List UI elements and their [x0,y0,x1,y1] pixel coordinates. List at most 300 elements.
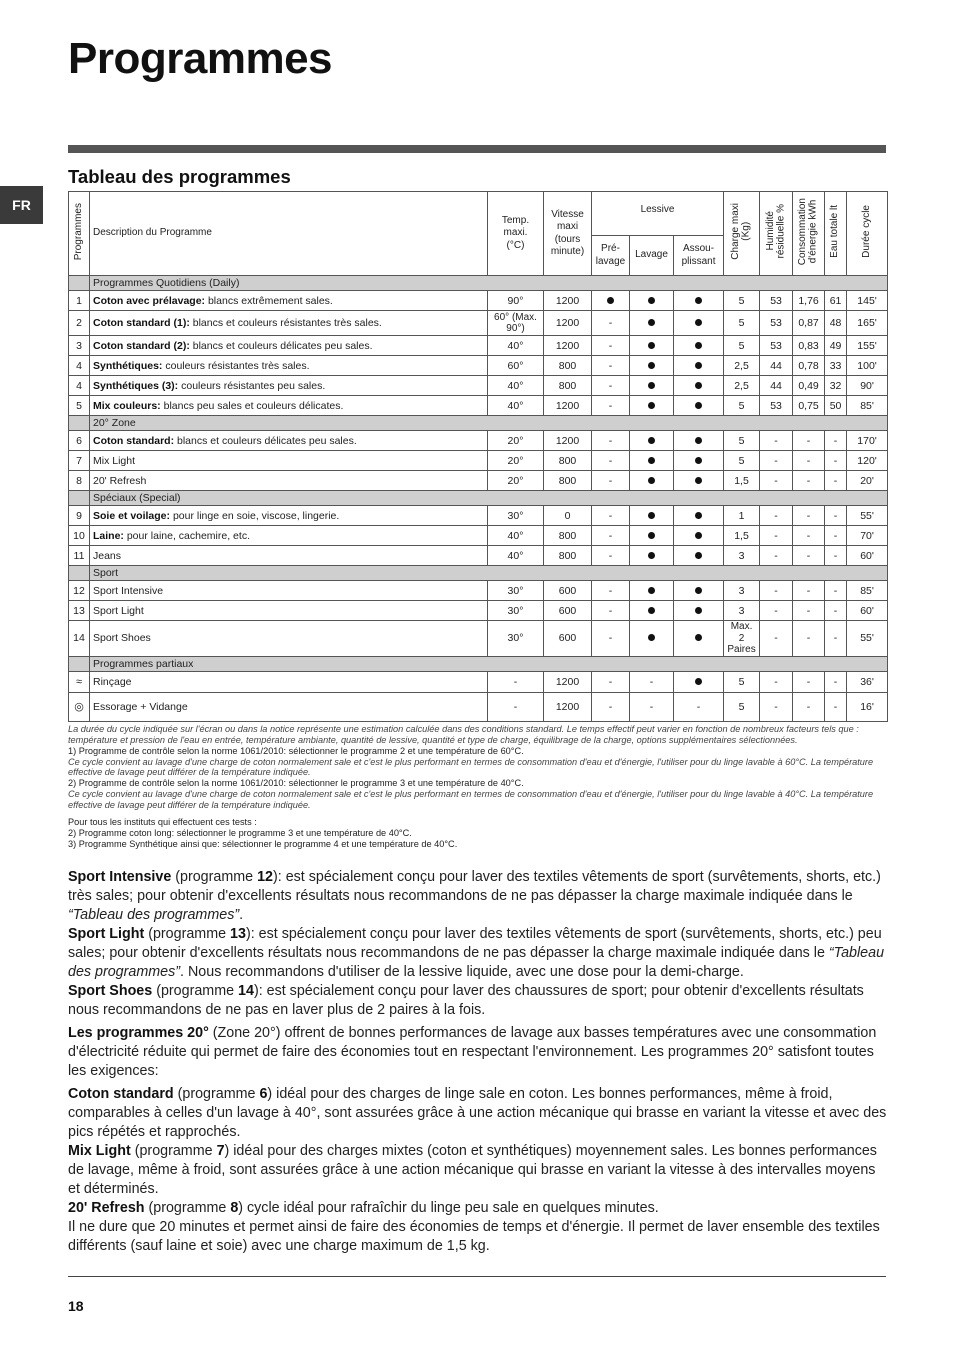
temp-cell: 30° [488,581,544,601]
top-divider [68,145,886,153]
dot-icon [695,552,702,559]
charge-cell: 5 [724,336,760,356]
duration-cell: 36' [847,671,888,692]
page-number: 18 [68,1298,84,1314]
duration-cell: 120' [847,451,888,471]
dot-icon [695,342,702,349]
program-name: Sport Shoes [93,632,151,645]
program-detail: blancs et couleurs résistantes très sales. [189,317,382,329]
dot-icon [695,362,702,369]
program-description [90,581,488,601]
program-number: 6 [69,431,90,451]
duration-note: La durée du cycle indiquée sur l'écran ou dans la notice représente une estimation calculée dans des conditions standard. Le temps effectif peut varier en fonction de nombreux facteurs tels que : température et pression de l'eau en entrée, température ambiante, quantité de lessive, quantité et type de charge, équilibrage de la charge, options supplémentaires sélectionnées. [68,724,859,745]
dot-icon [648,477,655,484]
speed-cell: 600 [544,621,592,657]
speed-cell: 1200 [544,311,592,336]
section-row [69,491,888,506]
lessive-ass-cell [674,376,724,396]
program-description [90,291,488,311]
lessive-ass-cell [674,581,724,601]
footnotes [68,724,886,849]
dot-icon [648,342,655,349]
speed-cell: 800 [544,451,592,471]
col-header-humidite: Humidité résiduelle % [760,192,793,276]
para-sport-intensive: Sport Intensive (programme 12): est spécialement conçu pour laver des textiles vêtements de sport (survêtements, shorts, etc.) très sales; pour obtenir d'excellents résultats nous recommandons de ne pas dépasser la charge maximale indiquée dans le “Tableau des programmes”. [68,869,881,923]
program-number: 14 [69,621,90,657]
charge-cell: 5 [724,431,760,451]
humidity-cell: - [760,581,793,601]
dot-icon [695,607,702,614]
lessive-ass-cell [674,336,724,356]
dot-icon [648,297,655,304]
program-name: Coton standard (1): [93,317,190,329]
table-row [69,336,888,356]
col-header-speed: Vitesse maxi (tours minute) [544,192,592,276]
table-row [69,291,888,311]
lessive-lav-cell [630,546,674,566]
lessive-lav-cell [630,451,674,471]
lessive-pre-cell: - [592,526,630,546]
duration-cell: 20' [847,471,888,491]
program-description [90,356,488,376]
table-row [69,671,888,692]
speed-cell: 1200 [544,396,592,416]
program-detail: blancs peu sales et couleurs délicates. [160,399,344,412]
program-name: Mix Light [93,454,136,467]
lessive-ass-cell [674,431,724,451]
humidity-cell: 53 [760,311,793,336]
section-label: Spéciaux (Special) [90,491,888,506]
program-description [90,396,488,416]
lessive-ass-cell [674,506,724,526]
lessive-pre-cell: - [592,601,630,621]
table-row [69,621,888,657]
speed-cell: 800 [544,356,592,376]
water-cell: - [825,601,847,621]
water-cell: 49 [825,336,847,356]
dot-icon [648,362,655,369]
lessive-pre-cell: - [592,506,630,526]
water-cell: - [825,621,847,657]
program-description [90,601,488,621]
temp-cell: 20° [488,431,544,451]
temp-cell: 30° [488,621,544,657]
col-header-description: Description du Programme [90,192,488,276]
speed-cell: 1200 [544,671,592,692]
table-row [69,526,888,546]
speed-cell: 1200 [544,431,592,451]
energy-cell: 0,83 [793,336,825,356]
lessive-lav-cell [630,621,674,657]
duration-cell: 85' [847,396,888,416]
table-row [69,451,888,471]
para-refresh: 20' Refresh (programme 8) cycle idéal pour rafraîchir du linge peu sale en quelques minutes. [68,1200,659,1216]
lessive-pre-cell: - [592,621,630,657]
dot-icon [648,634,655,641]
program-number: 7 [69,451,90,471]
lessive-lav-cell [630,336,674,356]
program-description [90,311,488,336]
water-cell: 48 [825,311,847,336]
lessive-pre-cell: - [592,356,630,376]
dot-icon [695,437,702,444]
temp-cell: 40° [488,526,544,546]
dot-icon [695,402,702,409]
program-name: Soie et voilage: [93,509,171,522]
section-label: 20° Zone [90,416,888,431]
charge-cell: 2,5 [724,376,760,396]
program-description [90,671,488,692]
table-row [69,692,888,721]
temp-cell: 40° [488,376,544,396]
lessive-pre-cell: - [592,471,630,491]
humidity-cell: 53 [760,336,793,356]
energy-cell: 1,76 [793,291,825,311]
charge-cell: 5 [724,291,760,311]
energy-cell: 0,87 [793,311,825,336]
para-programmes-20: Les programmes 20° (Zone 20°) offrent de bonnes performances de lavage aux basses températures avec une consommation d'électricité réduite qui permet de faire des économies tout en respectant l'environnement. Les programmes 20° satisfont toutes les exigences: [68,1025,877,1079]
charge-cell: 3 [724,581,760,601]
lessive-lav-cell [630,581,674,601]
water-cell: 32 [825,376,847,396]
water-cell: - [825,671,847,692]
temp-cell: 20° [488,451,544,471]
dot-icon [695,319,702,326]
charge-cell: 1,5 [724,471,760,491]
lessive-pre-cell: - [592,396,630,416]
col-header-conso: Consommation d'énergie kWh [793,192,825,276]
lessive-lav-cell [630,311,674,336]
humidity-cell: 53 [760,396,793,416]
lessive-lav-cell [630,526,674,546]
water-cell: - [825,431,847,451]
lessive-ass-cell [674,671,724,692]
humidity-cell: 44 [760,356,793,376]
energy-cell: - [793,431,825,451]
program-description [90,336,488,356]
temp-cell: 60° (Max. 90°) [488,311,544,336]
duration-cell: 85' [847,581,888,601]
para-mix-light: Mix Light (programme 7) idéal pour des charges mixtes (coton et synthétiques) moyennement sales. Les bonnes performances de lavage, même à froid, sont assurées grâce à une action mécanique qui brasse en variant la vitesse à des intervalles moyens et déterminés. [68,1143,877,1197]
lessive-lav-cell [630,471,674,491]
col-header-assouplissant: Assou- plissant [674,236,724,276]
dot-icon [648,607,655,614]
speed-cell: 800 [544,376,592,396]
col-header-charge: Charge maxi (Kg) [724,192,760,276]
dot-icon [695,587,702,594]
energy-cell: - [793,692,825,721]
program-name: Synthétiques (3): [93,379,179,392]
temp-cell: 30° [488,601,544,621]
dot-icon [648,552,655,559]
lessive-lav-cell [630,376,674,396]
section-row [69,276,888,291]
temp-cell: 40° [488,336,544,356]
humidity-cell: - [760,506,793,526]
duration-cell: 60' [847,546,888,566]
water-cell: - [825,581,847,601]
charge-cell: 5 [724,451,760,471]
duration-cell: 100' [847,356,888,376]
table-row [69,546,888,566]
program-number: 12 [69,581,90,601]
para-sport-shoes: Sport Shoes (programme 14): est spécialement conçu pour laver des chaussures de sport; pour obtenir d'excellents résultats nous recommandons de ne pas en laver plus de 2 paires à la fois. [68,983,864,1018]
col-header-duree: Durée cycle [847,192,888,276]
institutes-title: Pour tous les instituts qui effectuent ces tests : [68,816,257,827]
lessive-ass-cell [674,396,724,416]
program-name: Coton avec prélavage: [93,294,206,307]
bottom-divider [68,1276,886,1277]
energy-cell: - [793,601,825,621]
energy-cell: - [793,671,825,692]
charge-cell: 3 [724,601,760,621]
speed-cell: 800 [544,526,592,546]
dot-icon [695,477,702,484]
charge-cell: 5 [724,311,760,336]
dot-icon [695,457,702,464]
speed-cell: 800 [544,471,592,491]
duration-cell: 16' [847,692,888,721]
temp-cell: 60° [488,356,544,376]
charge-cell: 3 [724,546,760,566]
temp-cell: - [488,671,544,692]
table-row [69,376,888,396]
program-name: Mix couleurs: [93,399,161,412]
table-title: Tableau des programmes [68,166,291,187]
humidity-cell: - [760,451,793,471]
lessive-ass-cell [674,621,724,657]
energy-cell: - [793,546,825,566]
para-refresh-detail: Il ne dure que 20 minutes et permet ainsi de faire des économies de temps et d'énergie. Il permet de laver ensemble des textiles différents (sauf laine et soie) avec une charge maximum de 1,5 kg. [68,1219,880,1254]
note-2-title: 2) Programme de contrôle selon la norme 1061/2010: sélectionner le programme 3 et une température de 40°C. [68,778,524,789]
program-description [90,506,488,526]
humidity-cell: - [760,471,793,491]
lessive-pre-cell [592,291,630,311]
lessive-pre-cell: - [592,336,630,356]
lessive-lav-cell: - [630,692,674,721]
section-label: Programmes partiaux [90,656,888,671]
lessive-pre-cell: - [592,311,630,336]
water-cell: 61 [825,291,847,311]
spin-drain-icon: ◎ [74,701,84,713]
program-name: Coton standard: [93,434,175,447]
lessive-ass-cell: - [674,692,724,721]
energy-cell: 0,78 [793,356,825,376]
dot-icon [695,634,702,641]
lessive-ass-cell [674,311,724,336]
table-row [69,356,888,376]
table-row [69,601,888,621]
humidity-cell: - [760,431,793,451]
temp-cell: 20° [488,471,544,491]
duration-cell: 155' [847,336,888,356]
energy-cell: - [793,506,825,526]
energy-cell: - [793,526,825,546]
program-description [90,546,488,566]
table-row [69,431,888,451]
program-number: 1 [69,291,90,311]
section-row [69,566,888,581]
dot-icon [695,532,702,539]
section-label: Programmes Quotidiens (Daily) [90,276,888,291]
speed-cell: 1200 [544,291,592,311]
program-detail: couleurs résistantes peu sales. [178,379,326,392]
humidity-cell: 44 [760,376,793,396]
duration-cell: 70' [847,526,888,546]
lessive-lav-cell [630,396,674,416]
temp-cell: 90° [488,291,544,311]
lessive-ass-cell [674,471,724,491]
lessive-pre-cell: - [592,692,630,721]
temp-cell: 40° [488,546,544,566]
charge-cell: 1 [724,506,760,526]
section-row [69,656,888,671]
program-detail: pour linge en soie, viscose, lingerie. [170,509,340,522]
duration-cell: 55' [847,621,888,657]
program-name: Sport Intensive [93,584,164,597]
lessive-pre-cell: - [592,671,630,692]
lessive-ass-cell [674,546,724,566]
lessive-pre-cell: - [592,451,630,471]
water-cell: - [825,451,847,471]
lessive-lav-cell [630,506,674,526]
lessive-lav-cell: - [630,671,674,692]
lessive-pre-cell: - [592,376,630,396]
program-description [90,431,488,451]
program-number: 4 [69,356,90,376]
dot-icon [648,319,655,326]
program-name: Sport Light [93,604,144,617]
dot-icon [695,297,702,304]
program-name: Jeans [93,549,122,562]
program-number: 9 [69,506,90,526]
duration-cell: 55' [847,506,888,526]
humidity-cell: - [760,692,793,721]
program-number: 5 [69,396,90,416]
speed-cell: 800 [544,546,592,566]
table-row [69,471,888,491]
note-2-text: Ce cycle convient au lavage d'une charge de coton normalement sale et c'est le plus performant en termes de consommation d'eau et d'énergie, l'utiliser pour du linge lavable à 40°C. La température effective de lavage peut différer de la température indiquée. [68,789,874,811]
program-detail: blancs extrêmement sales. [205,294,333,307]
program-description [90,526,488,546]
charge-cell: Max. 2 Paires [724,621,760,657]
program-detail: blancs et couleurs délicates peu sales. [189,339,373,352]
energy-cell: - [793,471,825,491]
description-text [68,868,888,1256]
table-row [69,311,888,336]
lessive-pre-cell: - [592,581,630,601]
water-cell: - [825,692,847,721]
program-number: 11 [69,546,90,566]
section-label: Sport [90,566,888,581]
institutes-note-3: 3) Programme Synthétique ainsi que: sélectionner le programme 4 et une température de 40°C. [68,838,458,849]
temp-cell: - [488,692,544,721]
program-detail: couleurs résistantes très sales. [162,359,310,372]
duration-cell: 165' [847,311,888,336]
program-number: 4 [69,376,90,396]
program-description [90,451,488,471]
speed-cell: 600 [544,601,592,621]
programmes-table [68,191,888,722]
dot-icon [607,297,614,304]
energy-cell: - [793,621,825,657]
temp-cell: 40° [488,396,544,416]
humidity-cell: - [760,601,793,621]
program-description [90,471,488,491]
program-number: 13 [69,601,90,621]
program-description [90,621,488,657]
program-detail: Essorage + Vidange [93,700,188,713]
charge-cell: 2,5 [724,356,760,376]
energy-cell: - [793,581,825,601]
lessive-pre-cell: - [592,546,630,566]
charge-cell: 5 [724,692,760,721]
note-1-title: 1) Programme de contrôle selon la norme 1061/2010: sélectionner le programme 2 et une température de 60°C. [68,745,524,756]
program-name: Coton standard (2): [93,339,190,352]
water-cell: 50 [825,396,847,416]
dot-icon [648,457,655,464]
table-row [69,581,888,601]
lessive-ass-cell [674,291,724,311]
col-header-eau: Eau totale lt [825,192,847,276]
note-1-text: Ce cycle convient au lavage d'une charge de coton normalement sale et c'est le plus performant en termes de consommation d'eau et d'énergie, l'utiliser pour du linge lavable à 60°C. La température effective de lavage peut différer de la température indiquée. [68,756,874,778]
dot-icon [648,512,655,519]
speed-cell: 1200 [544,692,592,721]
charge-cell: 1,5 [724,526,760,546]
institutes-note-2: 2) Programme coton long: sélectionner le programme 3 et une température de 40°C. [68,827,412,838]
water-cell: - [825,471,847,491]
program-name: Synthétiques: [93,359,163,372]
lessive-lav-cell [630,601,674,621]
page-title: Programmes [68,34,333,83]
dot-icon [695,382,702,389]
para-coton-standard: Coton standard (programme 6) idéal pour des charges de linge sale en coton. Les bonnes performances, même à froid, comparables à celles d'un lavage à 40°, sont assurées grâce à une action mécanique qui brasse en variant la vitesse et avec des pics répétés et rapprochés. [68,1086,887,1140]
water-cell: - [825,506,847,526]
dot-icon [648,532,655,539]
lessive-ass-cell [674,526,724,546]
col-header-prelavage: Pré- lavage [592,236,630,276]
duration-cell: 170' [847,431,888,451]
dot-icon [648,437,655,444]
lessive-lav-cell [630,356,674,376]
para-sport-light: Sport Light (programme 13): est spécialement conçu pour laver des textiles vêtements de sport (survêtements, shorts, etc.) peu sales; pour obtenir d'excellents résultats nous recommandons de ne pas dépasser la charge maximale indiquée dans le “Tableau des programmes”. Nous recommandons d'utiliser de la lessive liquide, avec une dose pour la demi-charge. [68,926,885,980]
col-header-lessive: Lessive [592,192,724,236]
lessive-ass-cell [674,451,724,471]
water-cell: 33 [825,356,847,376]
charge-cell: 5 [724,671,760,692]
program-description [90,692,488,721]
speed-cell: 1200 [544,336,592,356]
table-row [69,396,888,416]
speed-cell: 600 [544,581,592,601]
energy-cell: 0,75 [793,396,825,416]
dot-icon [648,587,655,594]
lessive-lav-cell [630,431,674,451]
humidity-cell: - [760,621,793,657]
col-header-programmes: Programmes [69,192,90,276]
program-name: 20' Refresh [93,474,147,487]
col-header-temp: Temp. maxi. (°C) [488,192,544,276]
energy-cell: 0,49 [793,376,825,396]
rinse-icon: ≈ [75,675,83,688]
duration-cell: 90' [847,376,888,396]
program-description [90,376,488,396]
humidity-cell: 53 [760,291,793,311]
language-tab: FR [0,186,43,224]
dot-icon [648,382,655,389]
humidity-cell: - [760,546,793,566]
humidity-cell: - [760,671,793,692]
